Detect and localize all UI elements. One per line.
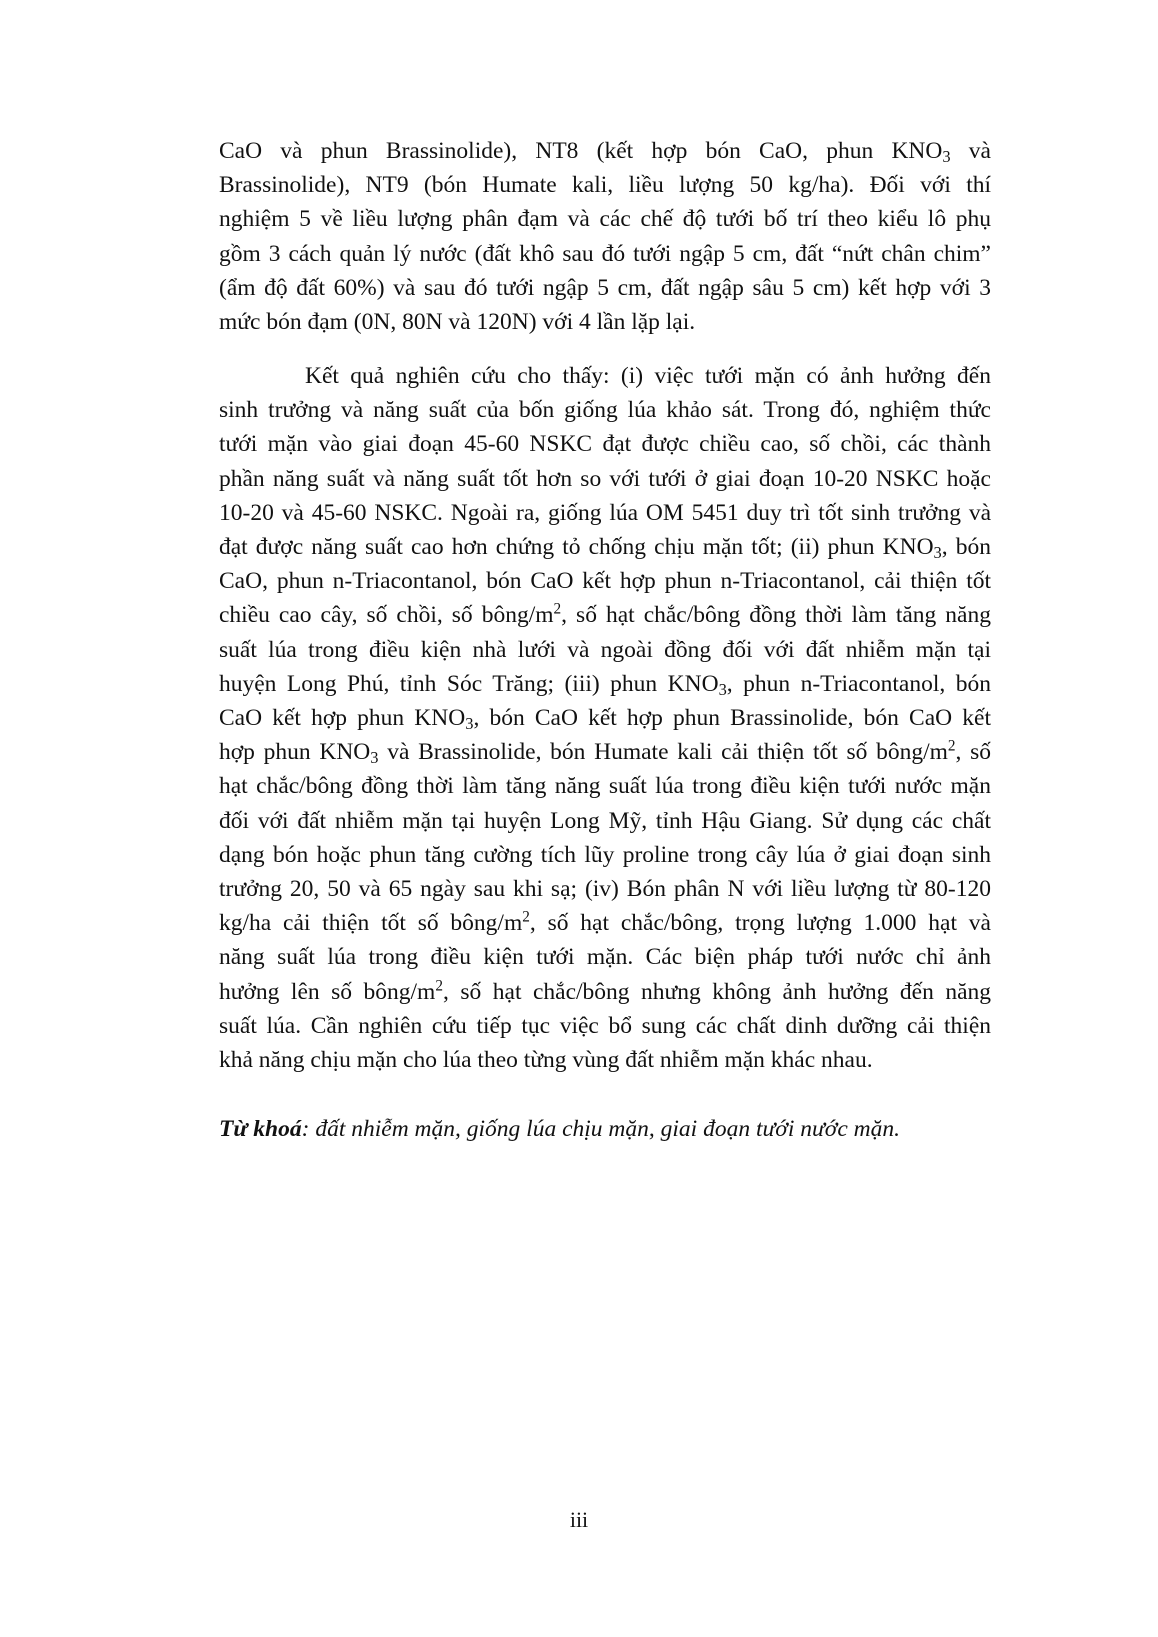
text-line: tưới mặn vào giai đoạn 45-60 NSKC đạt được chiều cao, số chồi, các thành — [219, 431, 991, 458]
text-line: trưởng 20, 50 và 65 ngày sau khi sạ; (iv) Bón phân N với liều lượng từ 80-120 — [219, 876, 991, 903]
text-line: Kết quả nghiên cứu cho thấy: (i) việc tưới mặn có ảnh hưởng đến — [305, 363, 991, 389]
text-line: chiều cao cây, số chồi, số bông/$m^2$, số hạt chắc/bông đồng thời làm tăng năng — [219, 601, 991, 629]
text-line: nghiệm 5 về liều lượng phân đạm và các chế độ tưới bố trí theo kiểu lô phụ — [219, 206, 991, 233]
text-line: dạng bón hoặc phun tăng cường tích lũy proline trong cây lúa ở giai đoạn sinh — [219, 841, 991, 868]
keywords-label: Từ khoá — [219, 1116, 302, 1142]
text-line: khả năng chịu mặn cho lúa theo từng vùng đất nhiễm mặn khác nhau. — [219, 1047, 873, 1074]
text-line: (ẩm độ đất 60%) và sau đó tưới ngập 5 cm, đất ngập sâu 5 cm) kết hợp với 3 — [219, 274, 991, 301]
text-line: huyện Long Phú, tỉnh Sóc Trăng; (iii) phun $KNO_3$, phun n-Triacontanol, bón — [219, 670, 991, 699]
keywords-line — [219, 1112, 991, 1146]
text-line: sinh trưởng và năng suất của bốn giống lúa khảo sát. Trong đó, nghiệm thức — [219, 397, 991, 424]
text-line: CaO và phun Brassinolide), NT8 (kết hợp bón CaO, phun $KNO_3$ và — [219, 138, 991, 167]
text-line: Brassinolide), NT9 (bón Humate kali, liều lượng 50 kg/ha). Đối với thí — [219, 172, 991, 199]
text-line: phần năng suất và năng suất tốt hơn so với tưới ở giai đoạn 10-20 NSKC hoặc — [219, 465, 991, 492]
text-line: suất lúa trong điều kiện nhà lưới và ngoài đồng đối với đất nhiễm mặn tại — [219, 636, 991, 663]
text-line: đạt được năng suất cao hơn chứng tỏ chống chịu mặn tốt; (ii) phun $KNO_3$, bón — [219, 534, 991, 563]
text-line: đối với đất nhiễm mặn tại huyện Long Mỹ, tỉnh Hậu Giang. Sử dụng các chất — [219, 807, 991, 834]
text-line: suất lúa. Cần nghiên cứu tiếp tục việc bổ sung các chất dinh dưỡng cải thiện — [219, 1012, 991, 1039]
text-line: năng suất lúa trong điều kiện tưới mặn. Các biện pháp tưới nước chỉ ảnh — [219, 944, 991, 971]
page-number: iii — [569, 1507, 589, 1532]
text-line: gồm 3 cách quản lý nước (đất khô sau đó tưới ngập 5 cm, đất “nứt chân chim” — [219, 240, 991, 267]
keywords-text: : đất nhiễm mặn, giống lúa chịu mặn, giai đoạn tưới nước mặn. — [301, 1116, 900, 1142]
text-line: mức bón đạm (0N, 80N và 120N) với 4 lần lặp lại. — [219, 309, 696, 336]
paragraph-results — [219, 359, 991, 1077]
text-line: hợp phun $KNO_3$ và Brassinolide, bón Humate kali cải thiện tốt số bông/$m^2$, số — [219, 737, 992, 768]
text-line: hưởng lên số bông/$m^2$, số hạt chắc/bông nhưng không ảnh hưởng đến năng — [219, 977, 991, 1005]
text-line: kg/ha cải thiện tốt số bông/$m^2$, số hạt chắc/bông, trọng lượng 1.000 hạt và — [219, 908, 991, 937]
text-line: CaO, phun n-Triacontanol, bón CaO kết hợp phun n-Triacontanol, cải thiện tốt — [219, 568, 991, 595]
keywords — [219, 1112, 991, 1146]
text-line: hạt chắc/bông đồng thời làm tăng năng suất lúa trong điều kiện tưới nước mặn — [219, 773, 991, 800]
text-line: 10-20 và 45-60 NSKC. Ngoài ra, giống lúa OM 5451 duy trì tốt sinh trưởng và — [219, 499, 991, 526]
text-line: CaO kết hợp phun $KNO_3$, bón CaO kết hợp phun Brassinolide, bón CaO kết — [219, 705, 991, 734]
paragraph-experiment-design — [219, 134, 991, 339]
